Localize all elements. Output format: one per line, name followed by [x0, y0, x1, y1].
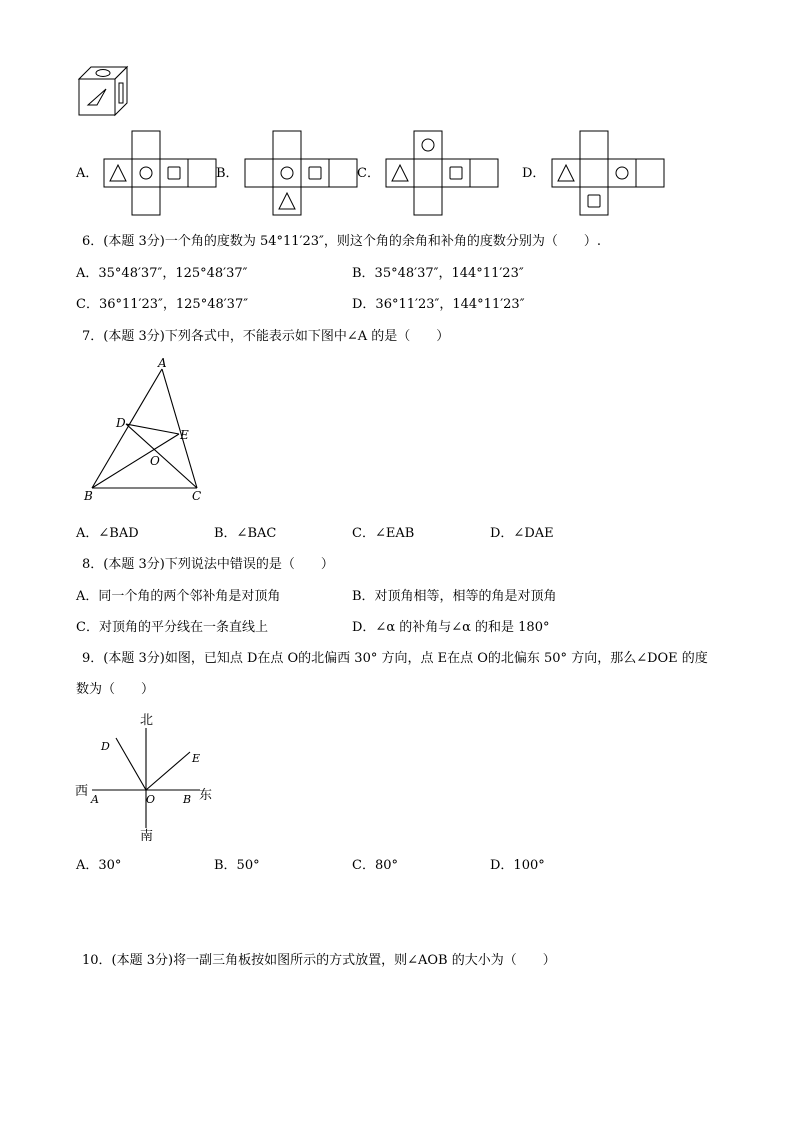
q5-option-a-label: A．: [76, 166, 99, 181]
q9-label-west: 西: [75, 784, 89, 799]
q9-option-c: C．80°: [352, 858, 398, 873]
q9-option-a: A．30°: [76, 858, 122, 873]
q9-label-b: B: [183, 793, 192, 806]
q9-label-east: 东: [199, 788, 213, 803]
net-b-figure: [242, 130, 367, 218]
q6-stem: 6．(本题 3分)一个角的度数为 54°11′23″，则这个角的余角和补角的度数分别为（ ）.: [82, 234, 602, 249]
q9-stem-line2: 数为（ ）: [76, 682, 155, 697]
q9-label-north: 北: [140, 713, 154, 728]
q7-label-b: B: [84, 489, 93, 503]
q7-label-o: O: [150, 454, 160, 468]
q7-label-a: A: [158, 356, 167, 370]
q7-stem: 7．(本题 3分)下列各式中，不能表示如下图中∠A 的是（ ）: [82, 329, 450, 344]
q9-direction-figure: [72, 710, 222, 844]
q9-option-b: B．50°: [214, 858, 260, 873]
q7-triangle-figure: [78, 355, 218, 507]
q6-option-c: C．36°11′23″，125°48′37″: [76, 297, 249, 312]
q9-option-d: D．100°: [490, 858, 545, 873]
q8-option-c: C．对顶角的平分线在一条直线上: [76, 620, 268, 635]
q9-label-south: 南: [140, 829, 154, 844]
q8-option-a: A．同一个角的两个邻补角是对顶角: [76, 589, 281, 604]
cube-figure: [76, 63, 132, 119]
q9-stem-line1: 9．(本题 3分)如图，已知点 D在点 O的北偏西 30° 方向，点 E在点 O的北偏东 50° 方向，那么∠DOE 的度: [82, 651, 708, 666]
q6-option-b: B．35°48′37″，144°11′23″: [352, 266, 524, 281]
q9-label-o: O: [146, 793, 156, 806]
q9-label-e: E: [192, 752, 201, 765]
q7-option-b: B．∠BAC: [214, 526, 277, 541]
q6-option-a: A．35°48′37″，125°48′37″: [76, 266, 248, 281]
q5-option-b-label: B．: [216, 166, 239, 181]
q10-stem: 10．(本题 3分)将一副三角板按如图所示的方式放置，则∠AOB 的大小为（ ）: [82, 953, 556, 968]
q6-option-d: D．36°11′23″，144°11′23″: [352, 297, 525, 312]
q7-label-c: C: [192, 489, 202, 503]
q8-option-b: B．对顶角相等，相等的角是对顶角: [352, 589, 557, 604]
q7-option-d: D．∠DAE: [490, 526, 554, 541]
q7-label-e: E: [180, 428, 189, 442]
q7-label-d: D: [116, 416, 126, 430]
net-d-figure: [549, 130, 674, 218]
q9-label-a: A: [91, 793, 99, 806]
net-c-figure: [383, 130, 508, 218]
q5-option-d-label: D．: [522, 166, 546, 181]
net-a-figure: [100, 130, 225, 218]
q7-option-c: C．∠EAB: [352, 526, 415, 541]
q8-option-d: D．∠α 的补角与∠α 的和是 180°: [352, 620, 550, 635]
q8-stem: 8．(本题 3分)下列说法中错误的是（ ）: [82, 557, 334, 572]
q5-option-c-label: C．: [357, 166, 380, 181]
q7-option-a: A．∠BAD: [76, 526, 139, 541]
q9-label-d: D: [101, 740, 110, 753]
